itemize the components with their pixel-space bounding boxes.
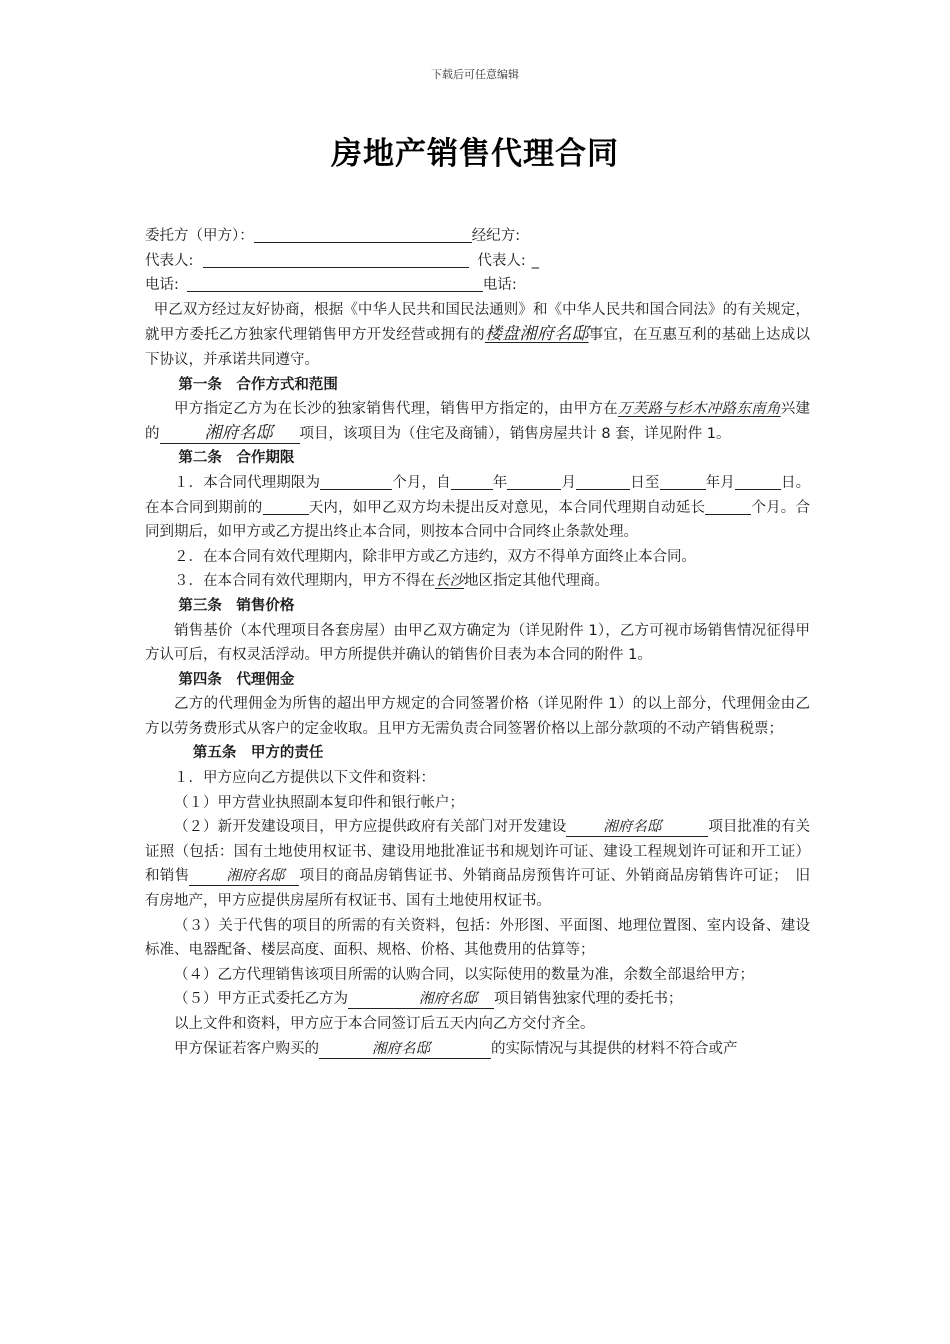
article-5-deliver: 以上文件和资料，甲方应于本合同签订后五天内向乙方交付齐全。: [174, 1016, 595, 1032]
contract-body: [145, 224, 810, 1061]
article-5-heading: 第五条 甲方的责任: [192, 745, 324, 762]
year-label: 年: [492, 474, 508, 491]
phone-label-a: 电话:: [145, 277, 179, 294]
sub-2-project: 湘府名邸: [603, 819, 662, 836]
article-3-heading: 第三条 销售价格: [178, 597, 295, 614]
article-5-sub-4: （４）乙方代理销售该项目所需的认购合同，以实际使用的数量为准，余数全部退给甲方；: [174, 966, 754, 983]
sub-2-text-b: 项目批准的有关证照（包括：国有土地使用权证书、建设用地批准证书和规划许可证、建设工程规划许可证和开工证）和销售: [145, 819, 811, 885]
notice-days-blank[interactable]: [263, 499, 309, 515]
client-line: [145, 224, 810, 249]
project-location: 万芙路与杉木冲路东南角: [617, 401, 781, 418]
rep-b-tail: _: [531, 252, 540, 269]
article-3-paragraph: 销售基价（本代理项目各套房屋）由甲乙双方确定为（详见附件 1），乙方可视市场销售情况征得甲方认可后，有权灵活浮动。甲方所提供并确认的销售价目表为本合同的附件 1。: [145, 622, 810, 664]
clause-1-text-c: 日。在本合同到期前的: [145, 474, 811, 516]
agency-city: 长沙: [435, 573, 464, 590]
month-label: 月: [561, 474, 577, 491]
clause-3-text-b: 地区指定其他代理商。: [464, 573, 609, 590]
month-label-2: 月: [720, 474, 735, 491]
year-label-2: 年: [705, 474, 721, 491]
preamble-paragraph: [145, 298, 810, 373]
project-name: 湘府名邸: [204, 422, 273, 443]
article-4-paragraph: 乙方的代理佣金为所售的超出甲方规定的合同签署价格（详见附件 1）的以上部分，代理佣金由乙方以劳务费形式从客户的定金收取。且甲方无需负责合同签署价格以上部分款项的不动产销售税票；: [145, 696, 810, 737]
article-1-text-1: 甲方指定乙方为在长沙的独家销售代理，销售甲方指定的，由甲方在: [174, 401, 618, 418]
start-day-blank[interactable]: [576, 474, 630, 490]
end-year-blank[interactable]: [660, 474, 706, 490]
article-1-paragraph: [145, 397, 810, 446]
guarantee-project-field: [319, 1040, 491, 1059]
article-2-clause-1: [145, 471, 810, 545]
start-month-blank[interactable]: [507, 474, 561, 490]
guarantee-text-a: 甲方保证若客户购买的: [174, 1040, 319, 1057]
clause-1-text-d: 天内，如甲乙双方均未提出反对意见，本合同代理期自动延长: [308, 499, 706, 516]
article-2-heading: 第二条 合作期限: [178, 450, 295, 467]
term-months-blank[interactable]: [320, 474, 392, 490]
article-2-clause-3: [145, 569, 810, 594]
sub-2-project-2: 湘府名邸: [226, 868, 285, 885]
end-month-blank[interactable]: [735, 474, 781, 490]
day-to-label: 日至: [630, 474, 660, 491]
phone-line: [145, 273, 810, 298]
client-name-blank[interactable]: [254, 227, 472, 243]
article-5-guarantee: [145, 1037, 810, 1062]
article-1-heading: 第一条 合作方式和范围: [178, 376, 338, 393]
article-5-sub-1: （１）甲方营业执照副本复印件和银行帐户；: [174, 794, 464, 811]
phone-label-b: 电话:: [482, 277, 517, 294]
article-2-clause-2: ２．在本合同有效代理期内，除非甲方或乙方违约，双方不得单方面终止本合同。: [174, 548, 696, 565]
sub-2-project-field: [566, 818, 708, 837]
sub-5-text-a: （５）甲方正式委托乙方为: [174, 991, 348, 1008]
rep-label-b: 代表人:: [477, 252, 526, 269]
article-4-heading: 第四条 代理佣金: [178, 671, 295, 688]
representative-line: [145, 249, 810, 274]
project-handwritten: 楼盘湘府名邸: [484, 324, 589, 345]
clause-3-text-a: ３．在本合同有效代理期内，甲方不得在: [174, 573, 435, 590]
guarantee-project: 湘府名邸: [372, 1040, 430, 1057]
rep-a-blank[interactable]: [203, 252, 469, 268]
clause-1-text-b: 个月，自: [392, 474, 451, 491]
sub-5-text-b: 项目销售独家代理的委托书；: [494, 991, 683, 1008]
article-5-sub-3: （３）关于代售的项目的所需的有关资料，包括：外形图、平面图、地理位置图、室内设备、建设标准、电器配备、楼层高度、面积、规格、价格、其他费用的估算等；: [145, 917, 810, 959]
guarantee-text-b: 的实际情况与其提供的材料不符合或产: [491, 1040, 738, 1057]
header-note: 下载后可任意编辑: [431, 68, 519, 81]
article-1-text-2: 兴建的: [145, 401, 811, 442]
phone-a-blank[interactable]: [187, 276, 483, 292]
project-name-field: [160, 424, 300, 444]
sub-2-project-field-2: [189, 867, 299, 886]
preamble-text-1: 甲乙双方经过友好协商，根据《中华人民共和国民法通则》和《中华人民共和国合同法》的有关规定，就甲方委托乙方独家代理销售甲方开发经营或拥有的: [145, 301, 810, 344]
broker-label: 经纪方:: [471, 228, 521, 244]
preamble-text-2: 事宜，在互惠互利的基础上达成以下协议，并承诺共同遵守。: [145, 327, 811, 368]
article-5-sub-5: [145, 987, 810, 1012]
article-5-sub-2: [145, 815, 810, 913]
clause-1-text-a: １．本合同代理期限为: [174, 474, 321, 491]
sub-2-text-c: 项目的商品房销售证书、外销商品房预售许可证、外销商品房销售许可证； 旧有房地产，甲方应提供房屋所有权证书、国有土地使用权证书。: [145, 868, 810, 910]
sub-5-project-field: [348, 990, 494, 1009]
start-year-blank[interactable]: [451, 474, 493, 490]
extension-months-blank[interactable]: [705, 499, 751, 515]
article-5-item-1: １．甲方应向乙方提供以下文件和资料：: [174, 770, 435, 787]
sub-5-project: 湘府名邸: [419, 991, 477, 1008]
article-1-text-3: 项目，该项目为（住宅及商铺），销售房屋共计 8 套，详见附件 1。: [299, 425, 731, 442]
document-title: 房地产销售代理合同: [331, 136, 619, 172]
rep-label-a: 代表人:: [145, 252, 194, 269]
sub-2-text-a: （２）新开发建设项目，甲方应提供政府有关部门对开发建设: [174, 819, 567, 836]
clause-1-text-e: 个月。合同到期后，如甲方或乙方提出终止本合同，则按本合同中合同终止条款处理。: [145, 499, 810, 541]
client-label: 委托方（甲方）：: [145, 228, 254, 244]
